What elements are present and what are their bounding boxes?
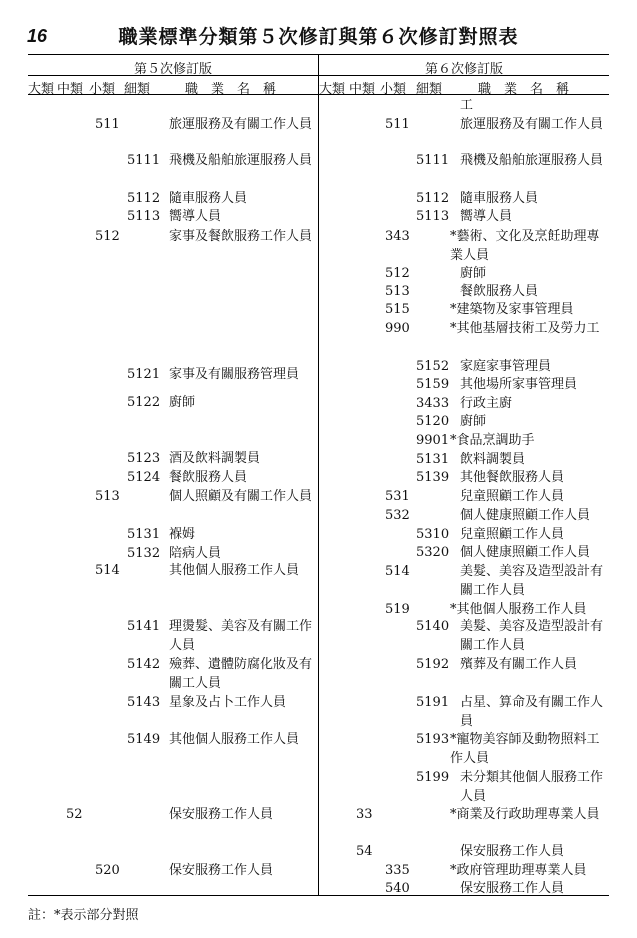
occupation-name: 美髮、美容及造型設計有關工作人員 [460,619,604,653]
occupation-code: 532 [385,508,410,523]
occupation-code: 5141 [127,619,161,634]
occupation-code: 5152 [416,359,450,374]
col-unit-header: 細類 [416,82,443,97]
page-title: 職業標準分類第５次修訂與第６次修訂對照表 [118,26,519,48]
occupation-code: 5124 [127,470,161,485]
occupation-code: 5131 [127,527,161,542]
occupation-code: 5112 [127,191,161,206]
col-unit-header: 細類 [124,82,151,97]
occupation-name: 嚮導人員 [460,209,513,224]
occupation-name: 廚師 [460,266,487,281]
occupation-code: 519 [385,602,410,617]
occupation-code: 5122 [127,395,161,410]
occupation-code: 511 [385,117,410,132]
occupation-code: 5111 [127,153,161,168]
occupation-name: *食品烹調助手 [450,433,535,448]
occupation-code: 5139 [416,470,450,485]
occupation-name: 褓姆 [169,527,196,542]
page-number: 16 [27,26,48,46]
occupation-name: 家事及餐飲服務工作人員 [169,229,313,244]
occupation-code: 3433 [416,396,450,411]
col-occupation-header: 職 業 名 稱 [185,82,277,97]
occupation-code: 33 [356,807,373,822]
footnote: 註：*表示部分對照 [28,908,139,923]
occupation-name: 飲料調製員 [460,452,526,467]
occupation-code: 5320 [416,545,450,560]
occupation-code: 512 [385,266,410,281]
occupation-name: *政府管理助理專業人員 [450,863,587,878]
occupation-code: 5193 [416,732,450,747]
occupation-code: 9901 [416,433,450,448]
occupation-code: 5149 [127,732,161,747]
occupation-name: 理燙髮、美容及有關工作人員 [169,619,313,653]
col-minor-header: 小類 [89,82,116,97]
occupation-name: *其他基層技術工及勞力工 [450,321,600,336]
occupation-name: 酒及飲料調製員 [169,451,261,466]
occupation-code: 511 [95,117,120,132]
occupation-code: 514 [95,563,120,578]
occupation-name: 占星、算命及有關工作人員 [460,695,604,729]
occupation-code: 5310 [416,527,450,542]
occupation-code: 531 [385,489,410,504]
occupation-name: 餐飲服務人員 [460,284,539,299]
occupation-code: 5142 [127,657,161,672]
occupation-name: 未分類其他個人服務工作人員 [460,770,604,804]
occupation-code: 5113 [127,209,161,224]
occupation-code: 514 [385,564,410,579]
col-occupation-header: 職 業 名 稱 [478,82,570,97]
col-minor-header: 小類 [380,82,407,97]
occupation-name: *商業及行政助理專業人員 [450,807,600,822]
col-major-header: 大類 [319,82,346,97]
occupation-code: 513 [95,489,120,504]
occupation-code: 513 [385,284,410,299]
occupation-code: 5121 [127,367,161,382]
occupation-name: 殮葬、遺體防腐化妝及有關工人員 [169,657,313,691]
occupation-name: 飛機及船舶旅運服務人員 [169,153,313,168]
occupation-code: 5113 [416,209,450,224]
occupation-name: 嚮導人員 [169,209,222,224]
occupation-code: 5140 [416,619,450,634]
occupation-name: 保安服務工作人員 [169,807,274,822]
occupation-code: 5192 [416,657,450,672]
occupation-code: 5199 [416,770,450,785]
occupation-code: 5112 [416,191,450,206]
occupation-name: 個人照顧及有關工作人員 [169,489,313,504]
occupation-name: 家事及有關服務管理員 [169,367,300,382]
occupation-code: 343 [385,229,410,244]
occupation-name: *藝術、文化及烹飪助理專業人員 [450,229,600,263]
occupation-name: 行政主廚 [460,396,513,411]
occupation-name: 其他個人服務工作人員 [169,563,300,578]
occupation-name: 廚師 [460,414,487,429]
occupation-name: 其他餐飲服務人員 [460,470,565,485]
occupation-name: 星象及占卜工作人員 [169,695,287,710]
occupation-code: 335 [385,863,410,878]
occupation-name: 兒童照顧工作人員 [460,527,565,542]
occupation-code: 520 [95,863,120,878]
occupation-name: 廚師 [169,395,196,410]
occupation-code: 5143 [127,695,161,710]
occupation-name: 保安服務工作人員 [460,881,565,896]
occupation-name: 個人健康照顧工作人員 [460,508,591,523]
occupation-name: 美髮、美容及造型設計有關工作人員 [460,564,604,598]
occupation-name: 旅運服務及有關工作人員 [460,117,604,132]
col-sub-major-header: 中類 [349,82,376,97]
occupation-name: 家庭家事管理員 [460,359,552,374]
occupation-name: 工 [460,98,474,113]
occupation-code: 5111 [416,153,450,168]
occupation-name: 旅運服務及有關工作人員 [169,117,313,132]
left-version-header: 第５次修訂版 [133,62,212,77]
occupation-code: 5159 [416,377,450,392]
occupation-code: 5123 [127,451,161,466]
occupation-name: 隨車服務人員 [460,191,539,206]
occupation-code: 512 [95,229,120,244]
occupation-code: 5131 [416,452,450,467]
occupation-name: 餐飲服務人員 [169,470,248,485]
occupation-name: 個人健康照顧工作人員 [460,545,591,560]
occupation-name: 其他場所家事管理員 [460,377,578,392]
center-divider [318,54,319,895]
occupation-name: 隨車服務人員 [169,191,248,206]
occupation-name: 其他個人服務工作人員 [169,732,300,747]
occupation-code: 52 [66,807,83,822]
right-version-header: 第６次修訂版 [424,62,503,77]
occupation-code: 515 [385,302,410,317]
occupation-name: 殯葬及有關工作人員 [460,657,578,672]
occupation-name: 陪病人員 [169,546,222,561]
occupation-name: *寵物美容師及動物照料工作人員 [450,732,600,766]
occupation-name: 保安服務工作人員 [169,863,274,878]
occupation-name: 兒童照顧工作人員 [460,489,565,504]
col-major-header: 大類 [28,82,55,97]
occupation-name: 飛機及船舶旅運服務人員 [460,153,604,168]
col-sub-major-header: 中類 [57,82,84,97]
occupation-name: *建築物及家事管理員 [450,302,574,317]
occupation-name: *其他個人服務工作人員 [450,602,587,617]
occupation-code: 54 [356,844,373,859]
occupation-code: 540 [385,881,410,896]
occupation-code: 5120 [416,414,450,429]
occupation-code: 5191 [416,695,450,710]
occupation-code: 5132 [127,546,161,561]
occupation-name: 保安服務工作人員 [460,844,565,859]
occupation-code: 990 [385,321,410,336]
